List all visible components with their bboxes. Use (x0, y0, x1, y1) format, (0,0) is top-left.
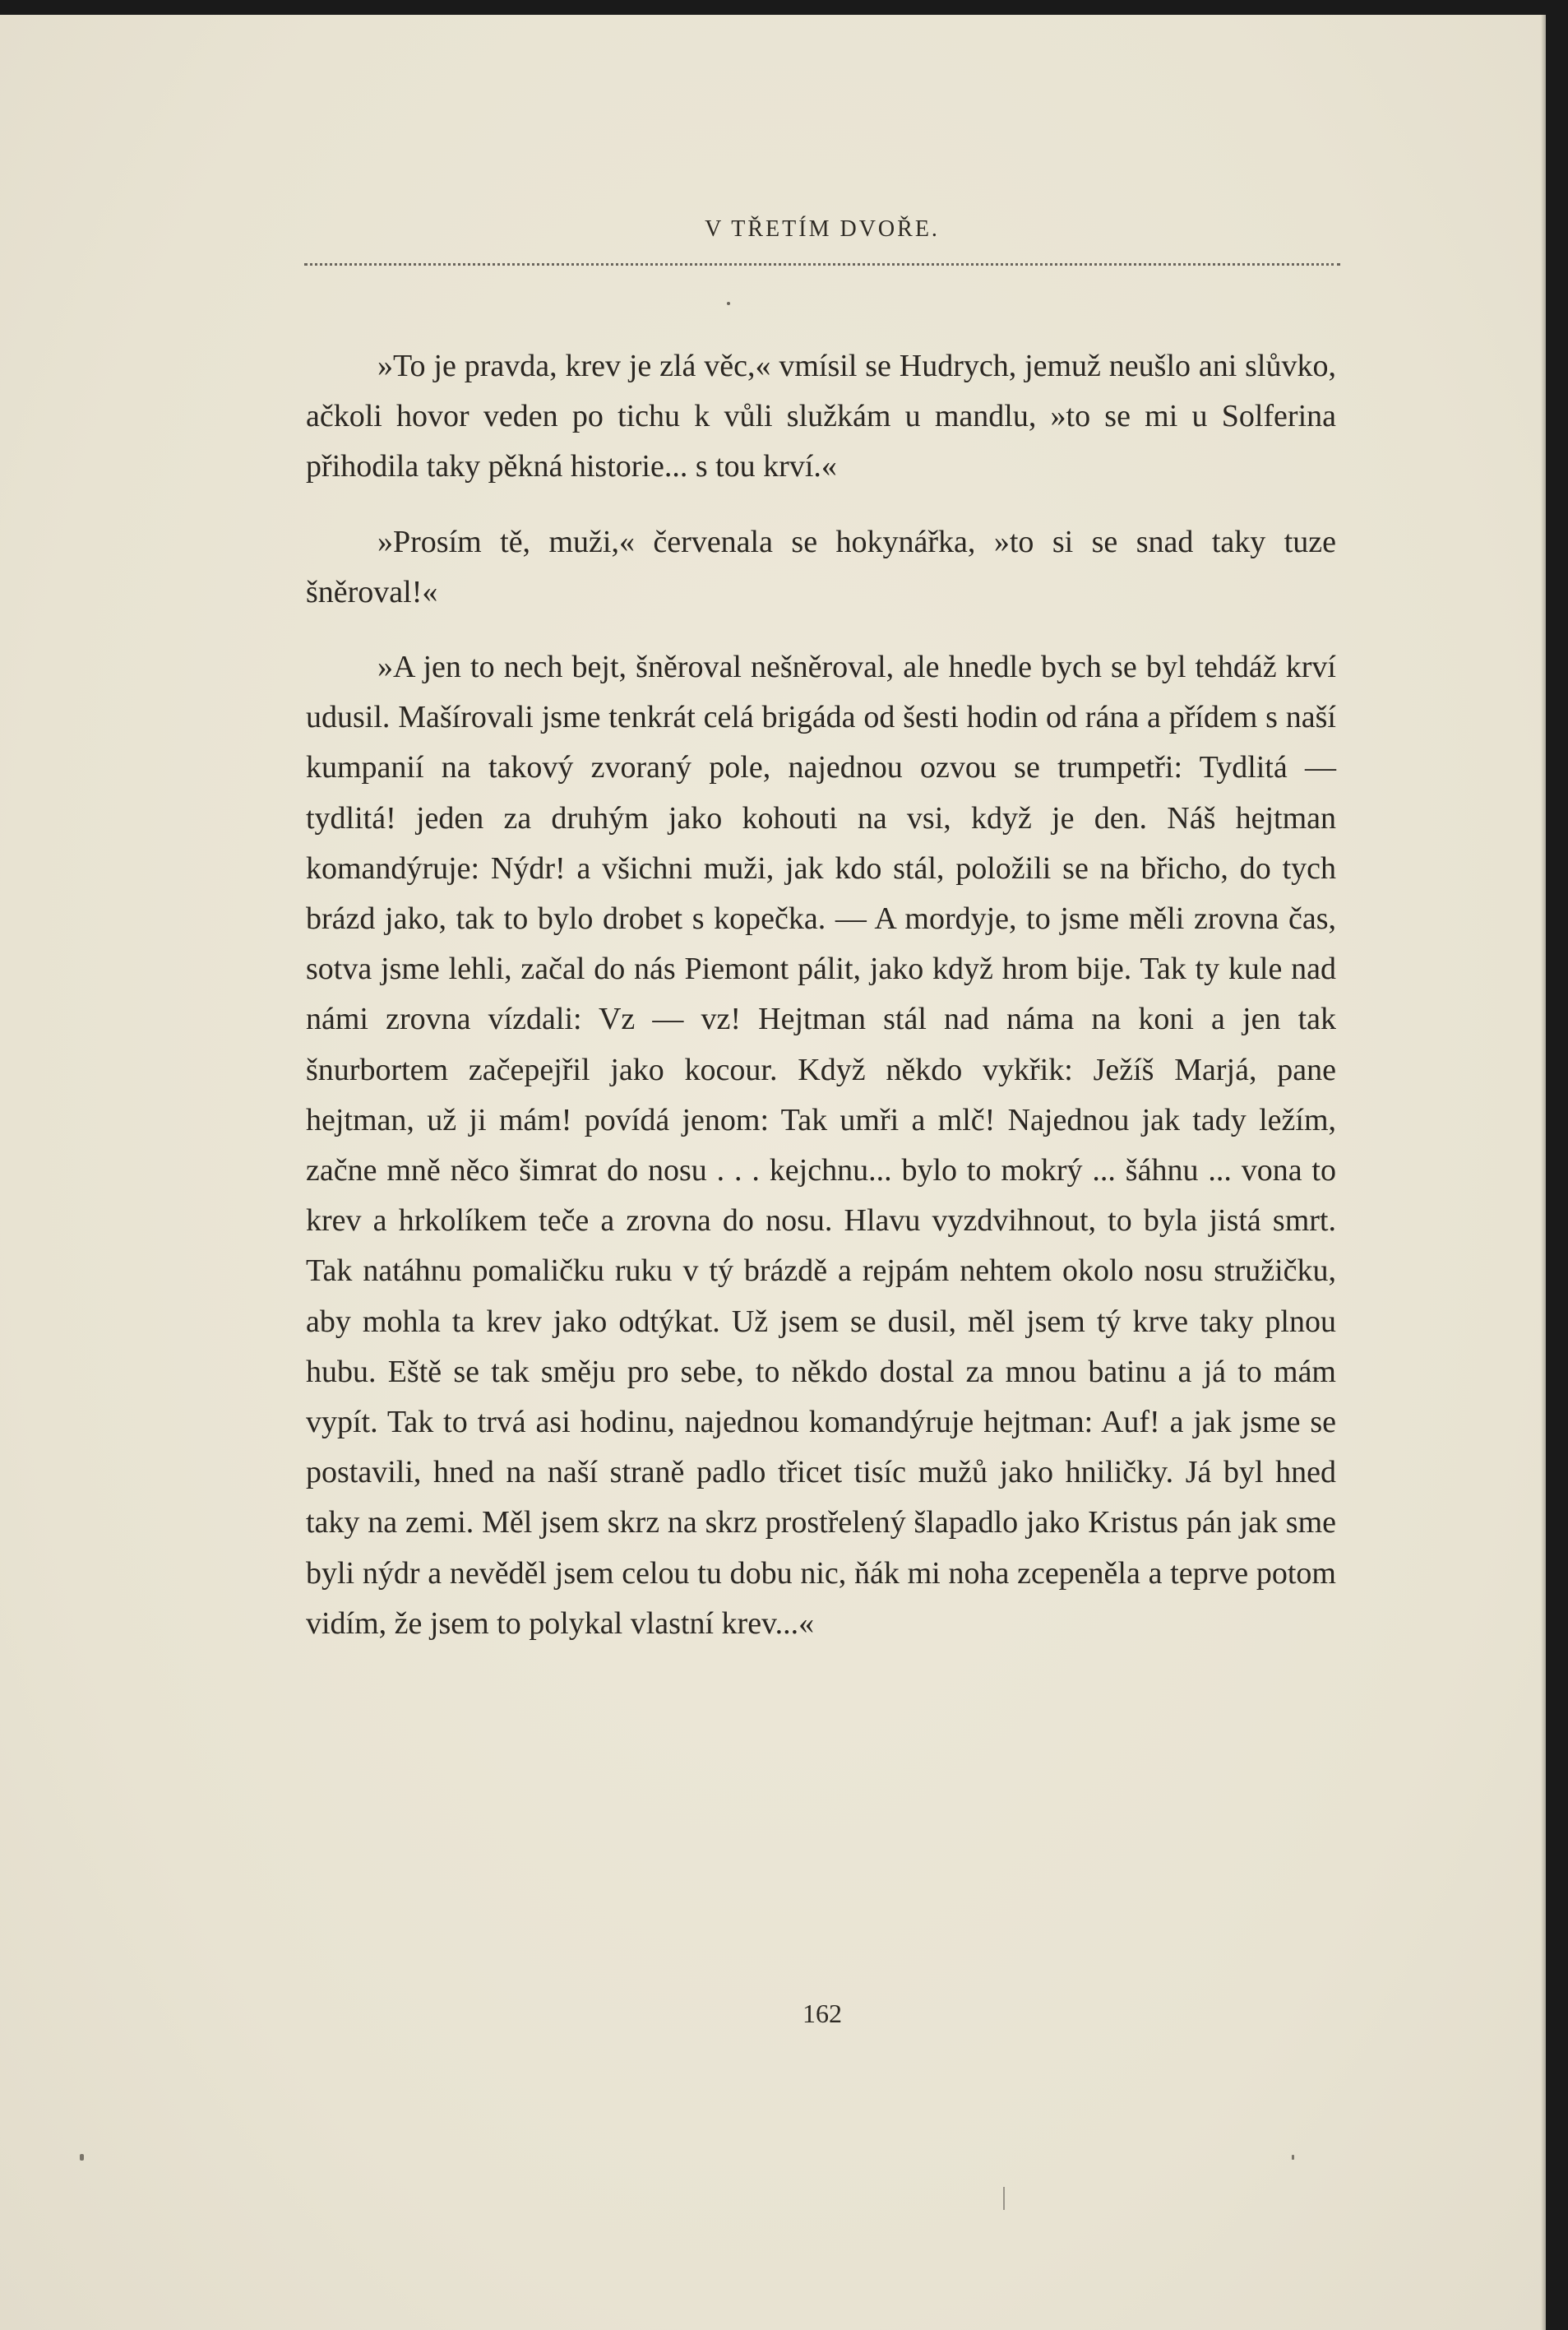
paragraph-1: »To je pravda, krev je zlá věc,« vmísil se Hudrych, jemuž neušlo ani slůvko, ačkoli hovor veden po tichu k vůli služkám u mandlu, »to se mi u Solferina přihodila taky pěkná historie... s tou krví.« (306, 349, 1336, 484)
page-edge-shadow (1541, 15, 1546, 2330)
page-number: 162 (803, 1999, 842, 2028)
rule-dot-mark (727, 302, 730, 305)
body-text (306, 341, 1336, 1674)
book-page (0, 15, 1546, 2330)
paper-speck (80, 2154, 84, 2161)
paper-mark (1003, 2187, 1005, 2210)
header-dotted-rule (304, 263, 1340, 266)
paragraph-3: »A jen to nech bejt, šněroval nešněroval, ale hnedle bych se byl tehdáž krví udusil. Mašírovali jsme tenkrát celá brigáda od šesti hodin od rána a přídem s naší kumpanií na takový zvoraný pole, najednou ozvou se trumpetři: Tydlitá — tydlitá! jeden za druhým jako kohouti na vsi, když je den. Náš hejtman komandýruje: Nýdr! a všichni muži, jak kdo stál, položili se na břicho, do tych brázd jako, tak to bylo drobet s kopečka. — A mordyje, to jsme měli zrovna čas, sotva jsme lehli, začal do nás Piemont pálit, jako když hrom bije. Tak ty kule nad námi zrovna vízdali: Vz — vz! Hejtman stál nad náma na koni a jen tak šnurbortem začepejřil jako kocour. Když někdo vykřik: Ježíš Marjá, pane hejtman, už ji mám! povídá jenom: Tak umři a mlč! Najednou jak tady ležím, začne mně něco šimrat do nosu . . . kejchnu... bylo to mokrý ... šáhnu ... vona to krev a hrkolíkem teče a zrovna do nosu. Hlavu vyzdvihnout, to byla jistá smrt. Tak natáhnu pomaličku ruku v tý brázdě a rejpám nehtem okolo nosu stružičku, aby mohla ta krev jako odtýkat. Už jsem se dusil, měl jsem tý krve taky plnou hubu. Eště se tak směju pro sebe, to někdo dostal za mnou batinu a já to mám vypít. Tak to trvá asi hodinu, najednou komandýruje hejtman: Auf! a jak jsme se postavili, hned na naší straně padlo třicet tisíc mužů jako hniličky. Já byl hned taky na zemi. Měl jsem skrz na skrz prostřelený šlapadlo jako Kristus pán jak sme byli nýdr a nevěděl jsem celou tu dobu nic, ňák mi noha zcepeněla a teprve potom vidím, že jsem to polykal vlastní krev...« (306, 650, 1336, 1641)
paper-speck (1292, 2155, 1294, 2160)
paragraph-2: »Prosím tě, muži,« červenala se hokynářka, »to si se snad taky tuze šněroval!« (306, 524, 1336, 609)
running-header: V TŘETÍM DVOŘE. (705, 216, 940, 242)
